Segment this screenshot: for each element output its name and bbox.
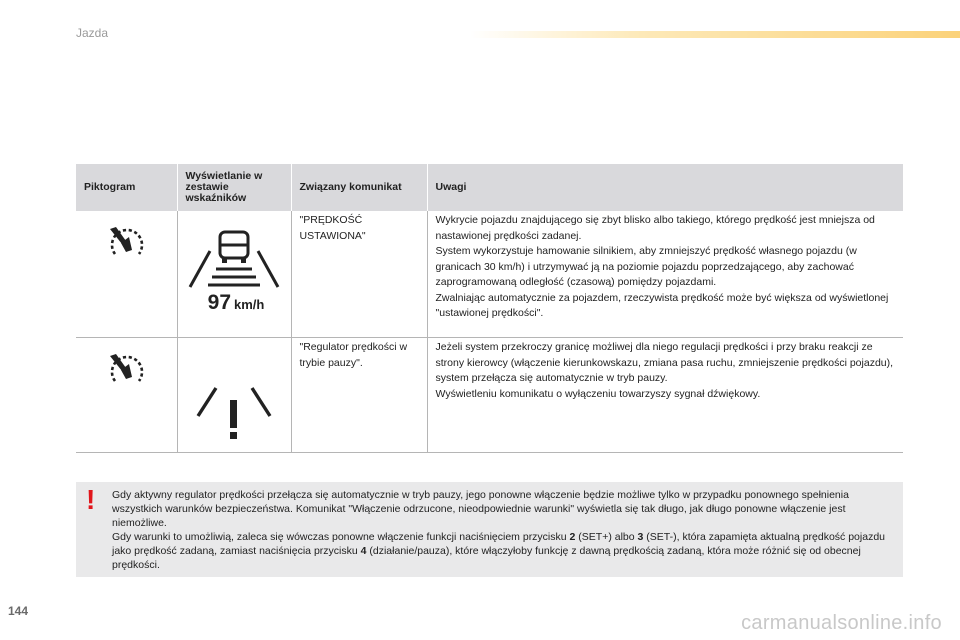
notes-cell <box>427 338 903 453</box>
button-number: 3 <box>637 531 644 543</box>
table-row <box>76 338 903 453</box>
note-paragraph: Jeżeli system przekroczy granicę możliwej dla niego regulacji prędkości i przy braku reakcji ze strony kierowcy (włączenie kierunkowskazu, zmiana pasa ruchu, zmniejszenie prędkości pojazdu), system przełącza się automatycznie w tryb pauzy. <box>435 341 894 384</box>
header-accent-bar <box>470 31 960 38</box>
warning-box <box>76 482 903 577</box>
cruise-control-icon <box>102 221 150 265</box>
display-speed-unit: km/h <box>234 297 265 312</box>
table-row <box>76 211 903 338</box>
button-number: 4 <box>360 545 367 557</box>
vehicle-ahead-display-icon <box>184 229 284 313</box>
page-number: 144 <box>8 604 29 618</box>
button-number: 2 <box>569 531 576 543</box>
column-header-message: Związany komunikat <box>291 164 427 211</box>
message-cell: "Regulator prędkości w trybie pauzy". <box>291 338 427 453</box>
column-header-notes: Uwagi <box>427 164 903 211</box>
watermark: carmanualsonline.info <box>741 612 942 634</box>
column-header-pictogram: Piktogram <box>76 164 177 211</box>
note-paragraph: Zwalniając automatycznie za pojazdem, rzeczywista prędkość może być większa od wyświetlonej "ustawionej prędkości". <box>435 291 889 319</box>
display-cell <box>177 211 291 338</box>
cruise-control-icon <box>102 348 150 392</box>
display-cell <box>177 338 291 453</box>
warning-exclamation-icon: ! <box>86 484 96 515</box>
section-title: Jazda <box>76 26 109 40</box>
pause-alert-display-icon <box>184 382 284 446</box>
exclamation-icon <box>230 400 237 428</box>
pictogram-cell <box>76 338 177 453</box>
note-paragraph: Wyświetleniu komunikatu o wyłączeniu towarzyszy sygnał dźwiękowy. <box>435 387 761 400</box>
note-paragraph: System wykorzystuje hamowanie silnikiem, aby zmniejszyć prędkość własnego pojazdu (w granicach 30 km/h) i utrzymywać ją na poziomie pojazdu poprzedzającego, aby zachować zaprogramowaną odległość (czasową) pomiędzy pojazdami. <box>435 245 857 288</box>
note-paragraph: Wykrycie pojazdu znajdującego się zbyt blisko albo takiego, którego prędkość jest mniejsza od nastawionej prędkości zadanej. <box>435 214 875 242</box>
warning-paragraph: Gdy warunki to umożliwią, zaleca się wówczas ponowne włączenie funkcji naciśnięciem przycisku 2 (SET+) albo 3 (SET-), która zapamięta aktualną prędkość pojazdu jako prędkość zadaną, zamiast naciśnięcia przycisku 4 (działanie/pauza), które włączyłoby funkcję z dawną prędkością zadaną, która może różnić się od obecnej prędkości. <box>112 531 885 571</box>
info-table <box>76 164 903 453</box>
notes-cell <box>427 211 903 338</box>
warning-text <box>112 488 892 572</box>
warning-paragraph: Gdy aktywny regulator prędkości przełącza się automatycznie w tryb pauzy, jego ponowne włączenie będzie możliwe tylko w przypadku ponownego spełnienia wszystkich warunków bezpieczeństwa. Komunikat "Włączenie odrzucone, nieodpowiednie warunki" wyświetla się tak długo, jak długo ponowne włączenie jest niemożliwe. <box>112 489 849 529</box>
pictogram-cell <box>76 211 177 338</box>
column-header-display: Wyświetlanie w zestawie wskaźników <box>177 164 291 211</box>
table-header-row <box>76 164 903 211</box>
display-speed-value: 97 <box>207 291 231 313</box>
message-cell: "PRĘDKOŚĆ USTAWIONA" <box>291 211 427 338</box>
